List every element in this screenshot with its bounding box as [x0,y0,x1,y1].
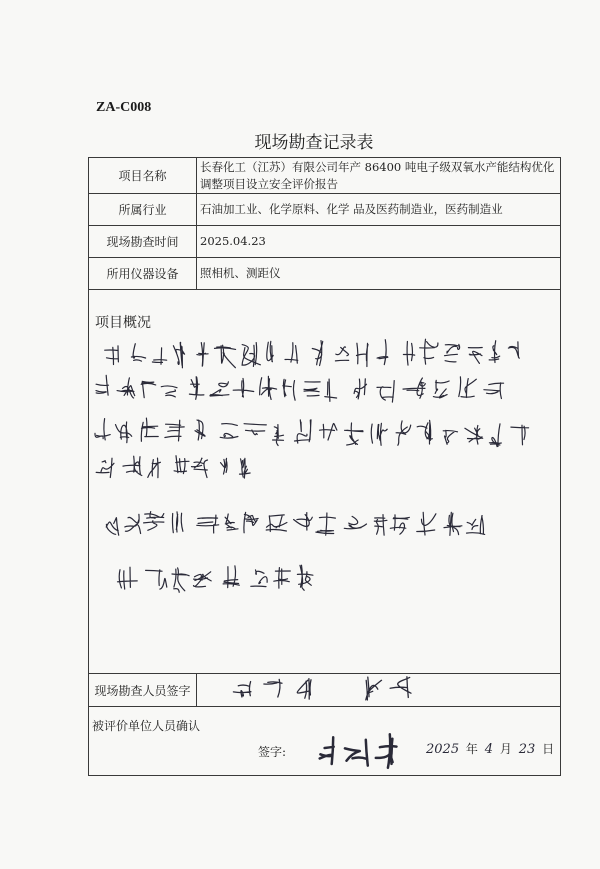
pen-stroke [141,381,156,397]
pen-stroke [371,423,387,445]
pen-stroke [508,342,519,358]
pen-stroke [320,423,337,440]
pen-stroke [320,737,334,764]
pen-stroke [295,420,312,443]
pen-stroke [433,380,449,398]
pen-stroke [443,430,457,444]
pen-stroke [146,570,167,589]
pen-stroke [225,514,238,530]
pen-stroke [325,379,337,401]
pen-stroke [233,682,251,697]
pen-stroke [161,386,177,397]
pen-stroke [417,512,436,535]
equipment-value: 照相机、测距仪 [200,266,281,280]
pen-stroke [173,342,184,368]
row-project-name [89,158,560,194]
row-unit-confirmation [89,707,560,775]
pen-stroke [131,344,145,361]
pen-stroke [106,518,119,536]
representative-signature [320,734,397,768]
pen-stroke [244,424,266,435]
row-equipment [89,258,560,290]
surveyor-signature [233,679,311,699]
pen-stroke [96,375,109,395]
project-name-label: 项目名称 [89,158,197,193]
handwritten-line [95,418,529,447]
pen-stroke [118,567,138,589]
surveyor-signature-area [197,674,560,706]
pen-stroke [174,456,189,474]
pen-stroke [297,679,311,699]
date-day: 23 [518,742,536,757]
pen-stroke [366,677,382,700]
pen-stroke [210,382,229,396]
pen-stroke [344,516,366,528]
pen-stroke [197,343,208,367]
pen-stroke [144,512,164,531]
pen-stroke [189,377,204,400]
project-name-value: 长春化工（江苏）有限公司年产 86400 吨电子级双氧水产能结构优化调整项目设立安全评价报告 [200,159,555,191]
pen-stroke [264,679,282,697]
industry-value: 石油加工业、化学原料、化学 品及医药制造业，医药制造业 [200,202,503,216]
pen-stroke [283,379,295,400]
pen-stroke [445,344,460,361]
project-overview-label: 项目概况 [95,315,151,331]
surveyor-signature [366,677,411,700]
pen-stroke [123,456,142,475]
survey-time-value: 2025.04.23 [200,234,266,248]
pen-stroke [377,381,394,403]
handwritten-line [105,339,520,368]
pen-stroke [444,512,462,535]
pen-stroke [274,568,291,589]
document-code: ZA-C008 [96,100,152,115]
pen-stroke [304,382,320,396]
pen-stroke [285,343,298,364]
pen-stroke [223,566,239,588]
pen-stroke [420,339,438,364]
industry-label: 所属行业 [89,194,197,225]
equipment-label: 所用仪器设备 [89,258,197,289]
survey-time-label: 现场勘查时间 [89,226,197,257]
document-title: 现场勘查记录表 [254,133,374,153]
pen-stroke [148,458,161,478]
pen-stroke [152,348,166,364]
pen-stroke [312,341,322,366]
pen-stroke [240,458,251,478]
pen-stroke [233,379,254,398]
pen-stroke [376,734,397,768]
pen-stroke [511,425,529,445]
pen-stroke [297,565,313,590]
handwritten-notes [89,290,560,674]
pen-stroke [172,512,182,533]
pen-stroke [335,347,348,361]
pen-stroke [96,458,114,477]
pen-stroke [489,424,501,447]
pen-stroke [403,342,414,366]
surveyor-signature-label: 现场勘查人员签字 [89,674,197,706]
unit-confirmation-label: 被评价单位人员确认 [92,719,201,733]
date-day-unit: 日 [542,742,555,756]
pen-stroke [294,513,313,531]
row-survey-time [89,226,560,258]
pen-stroke [165,420,184,441]
pen-stroke [403,378,425,398]
row-project-overview [89,290,560,674]
pen-stroke [105,346,119,365]
handwritten-line [118,565,313,592]
pen-stroke [417,420,432,444]
pen-stroke [194,572,212,587]
pen-stroke [316,513,336,535]
pen-stroke [95,419,110,440]
pen-stroke [467,516,485,535]
pen-stroke [172,568,189,592]
date-year: 2025 [426,742,460,757]
pen-stroke [242,343,260,367]
date-year-unit: 年 [465,742,478,756]
pen-stroke [116,422,132,443]
pen-stroke [489,341,500,363]
pen-stroke [468,348,482,364]
pen-stroke [267,341,273,361]
pen-stroke [266,515,287,532]
pen-stroke [465,426,483,445]
pen-stroke [192,458,208,477]
pen-stroke [459,377,477,398]
pen-stroke [221,458,228,474]
pen-stroke [390,515,409,534]
pen-stroke [345,423,363,445]
pen-stroke [354,379,366,399]
pen-stroke [273,425,284,446]
pen-stroke [117,378,135,398]
pen-stroke [396,421,411,445]
pen-stroke [244,512,258,532]
pen-stroke [390,677,411,698]
pen-stroke [357,343,369,366]
date-month-unit: 月 [499,742,512,756]
handwritten-line [96,456,250,478]
pen-stroke [197,515,219,533]
pen-stroke [125,514,141,533]
pen-stroke [260,376,277,399]
row-industry [89,194,560,226]
date-month: 4 [484,742,494,757]
confirmation-date [423,740,554,757]
pen-stroke [220,424,238,439]
surveyor-signatures [197,674,560,707]
pen-stroke [345,740,368,766]
row-surveyor-signatures [89,674,560,707]
pen-stroke [141,418,158,441]
pen-stroke [374,515,387,536]
pen-stroke [251,570,267,587]
record-table [88,157,561,776]
signature-label: 签字: [258,745,287,759]
handwritten-line [106,512,485,536]
pen-stroke [215,345,236,368]
handwritten-line [96,375,504,402]
pen-stroke [195,420,205,440]
pen-stroke [377,340,388,365]
pen-stroke [484,383,504,399]
